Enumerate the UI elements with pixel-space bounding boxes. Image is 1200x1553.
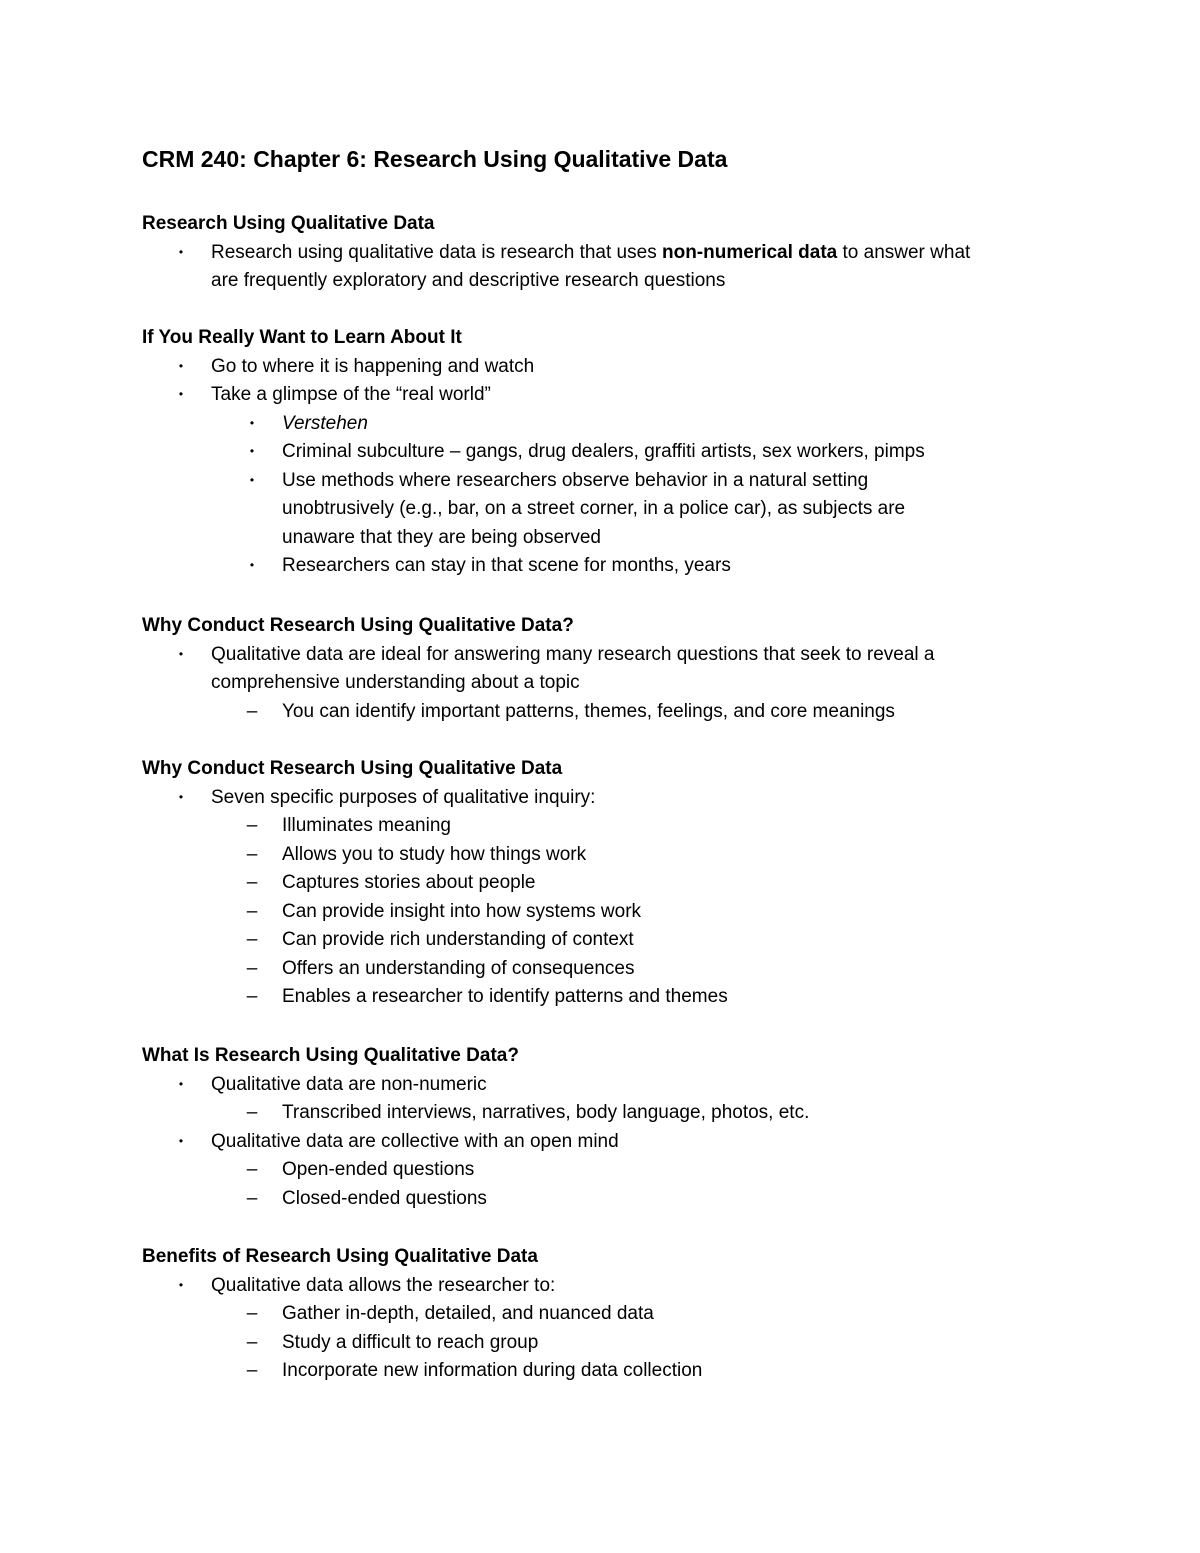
bullet-marker: • [178,387,184,401]
bullet-marker: • [178,789,184,804]
sub-list-item-continuation: unobtrusively (e.g., bar, on a street corner, in a police car), as subjects are [282,498,906,519]
dash-marker: – [246,815,258,836]
dash-marker: – [246,700,258,722]
list-item-text: Research using qualitative data is research that uses non-numerical data to answer what [211,241,971,263]
sub-list-item: – Allows you to study how things work [0,841,1200,870]
list-item: • Seven specific purposes of qualitative inquiry: [0,784,1200,813]
section-heading: Benefits of Research Using Qualitative Data [142,1246,538,1267]
list-item-continuation: are frequently exploratory and descriptive research questions [211,270,726,291]
section-heading: Why Conduct Research Using Qualitative Data [142,758,563,779]
dash-marker: – [246,900,258,922]
bullet-marker: • [249,444,255,458]
section-heading: Why Conduct Research Using Qualitative Data? [142,615,574,636]
sub-list-item-continuation: unaware that they are being observed [282,526,601,548]
bullet-marker: • [178,1277,184,1292]
dash-marker: – [246,986,258,1007]
sub-list-item: – Incorporate new information during data collection [0,1357,1200,1386]
sub-list-item: – Can provide insight into how systems work [0,898,1200,927]
sub-list-item: – Closed-ended questions [0,1185,1200,1214]
sub-list-item: – Captures stories about people [0,869,1200,898]
bullet-marker: • [178,358,184,373]
sub-list-item: – Gather in-depth, detailed, and nuanced data [0,1300,1200,1329]
list-item [0,239,1200,268]
dash-marker: – [246,1303,258,1324]
section-heading: What Is Research Using Qualitative Data? [142,1045,519,1066]
section-heading: If You Really Want to Learn About It [142,327,462,348]
sub-list-item: – Illuminates meaning [0,812,1200,841]
dash-marker: – [246,929,258,950]
dash-marker: – [246,1102,258,1123]
dash-marker: – [246,843,258,865]
sub-list-item: – You can identify important patterns, themes, feelings, and core meanings [0,698,1200,727]
bullet-marker: • [178,1076,184,1091]
bullet-marker: • [249,472,255,487]
bullet-marker: • [178,1133,184,1148]
bullet-marker: • [178,244,184,259]
sub-list-item: – Study a difficult to reach group [0,1329,1200,1358]
sub-list-item [0,410,1200,439]
italic-term: Verstehen [282,412,368,434]
bullet-marker: • [249,415,255,430]
page-title: CRM 240: Chapter 6: Research Using Qualitative Data [142,146,728,172]
dash-marker: – [246,1159,258,1180]
list-item: • Qualitative data allows the researcher to: [0,1272,1200,1301]
list-item: • Go to where it is happening and watch [0,353,1200,382]
dash-marker: – [246,1187,258,1209]
dash-marker: – [246,872,258,893]
dash-marker: – [246,957,258,979]
bullet-marker: • [178,646,184,661]
dash-marker: – [246,1360,258,1381]
section-heading: Research Using Qualitative Data [142,213,435,234]
sub-list-item: • Use methods where researchers observe behavior in a natural setting [0,467,1200,496]
list-item-continuation: comprehensive understanding about a topic [211,672,580,693]
dash-marker: – [246,1331,258,1353]
list-item: • Qualitative data are collective with an open mind [0,1128,1200,1157]
sub-list-item: – Open-ended questions [0,1156,1200,1185]
sub-list-item: – Transcribed interviews, narratives, body language, photos, etc. [0,1099,1200,1128]
bold-term: non-numerical data [661,241,838,263]
sub-list-item: – Offers an understanding of consequences [0,955,1200,984]
list-item: • Take a glimpse of the “real world” [0,381,1200,410]
sub-list-item: • Researchers can stay in that scene for months, years [0,552,1200,581]
bullet-marker: • [249,558,255,572]
list-item: • Qualitative data are ideal for answering many research questions that seek to reveal a [0,641,1200,670]
sub-list-item: – Enables a researcher to identify patterns and themes [0,983,1200,1012]
sub-list-item: • Criminal subculture – gangs, drug dealers, graffiti artists, sex workers, pimps [0,438,1200,467]
list-item: • Qualitative data are non-numeric [0,1071,1200,1100]
sub-list-item: – Can provide rich understanding of context [0,926,1200,955]
